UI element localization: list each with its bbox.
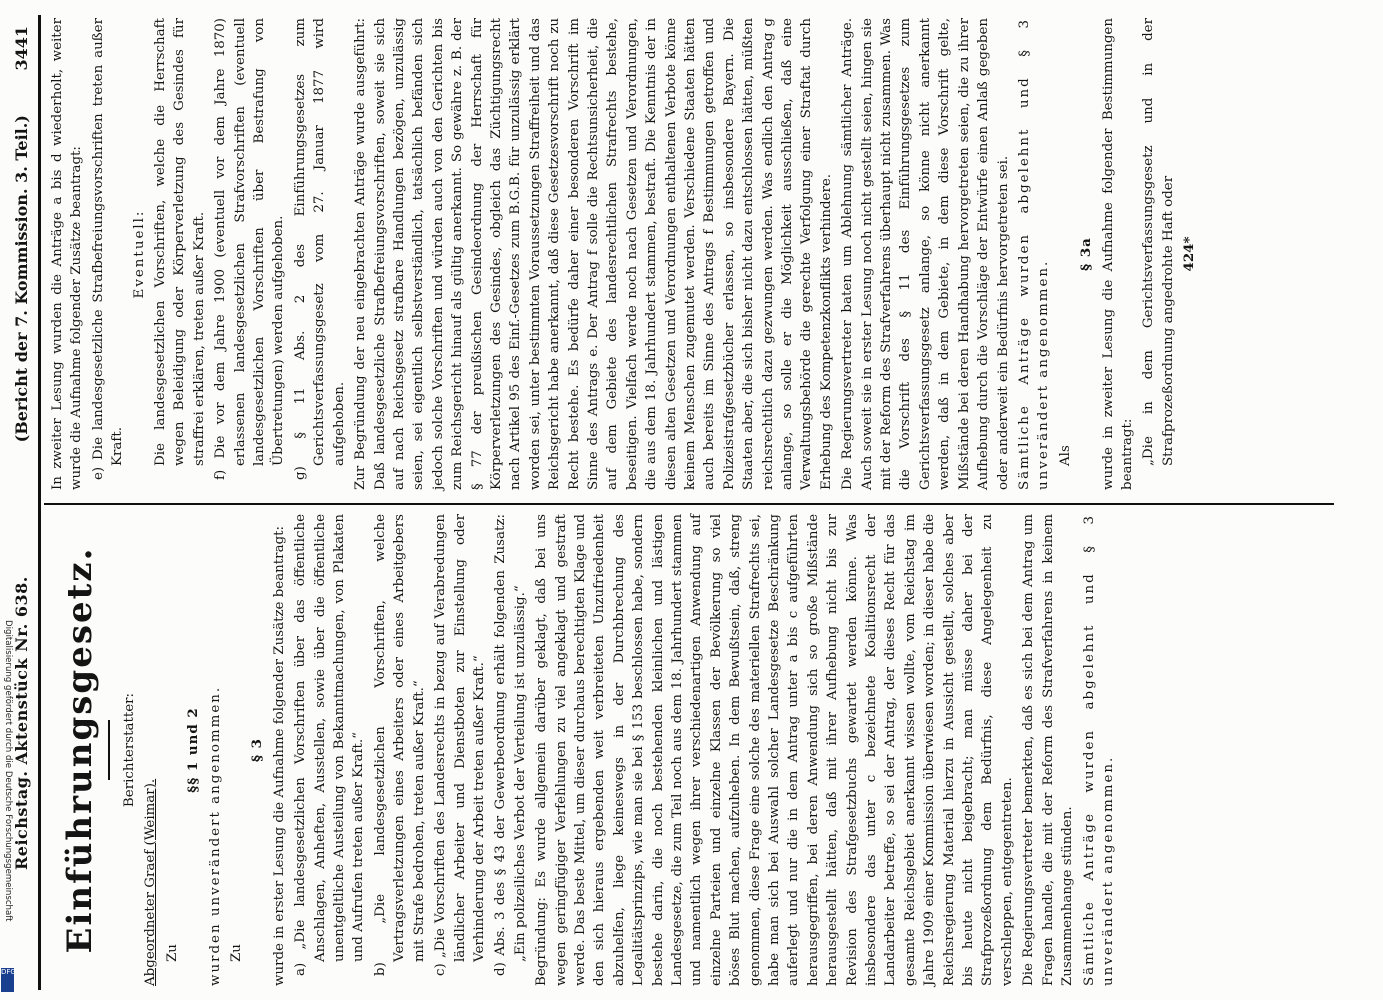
als-label: Als xyxy=(1057,445,1073,466)
result2-text: Sämtliche Anträge wurden abgelehnt und § 3 unverändert angenommen. xyxy=(1016,18,1052,490)
reasoning2-text: Zur Begründung der neu eingebrachten Anträge wurde ausgeführt: Daß landesgesetzliche Strafbefreiungsvorschriften, soweit sie sich auf nach Reichsgesetz strafbare Handlungen bezögen, unzulässig seien, sei eigentlich selbstverständlich, tatsächlich befänden sich jedoch solche Vorschriften und würden auch von den Gerichten bis zum Reichsgericht hinauf als gültig anerkannt. So gewähre z. B. der § 77 der preußischen Gesindeordnung der Herrschaft für Körperverletzungen des Gesindes, obgleich das Züchtigungsrecht nach Artikel 95 des Einf.-Gesetzes zum B.G.B. für unzulässig erklärt worden sei, unter bestimmten Voraussetzungen Straffreiheit und das Reichsgericht habe anerkannt, daß diese Gesetzesvorschrift noch zu Recht bestehe. Es bedürfe daher einer besonderen Vorschrift im Sinne des Antrags e. Der Antrag f solle die Rechtsunsicherheit, die auf dem Gebiete des landesrechtlichen Strafrechts bestehe, beseitigen. Vielfach werde noch nach Gesetzen und Verordnungen, die aus dem 18. Jahrhundert stammen, bestraft. Die Kenntnis der in diesen alten Gesetzen und Verordnungen enthaltenen Verbote könne keinem Menschen zugemutet werden. Verschiedene Staaten hätten auch bereits im Sinne des Antrags f Bestimmungen getroffen und Polizeistrafgesetzbücher erlassen, so insbesondere Bayern. Die Staaten aber, die sich bisher nicht dazu entschlossen hätten, müßten reichsrechtlich dazu gezwungen werden. Was endlich den Antrag g anlange, so solle er die Möglichkeit ausschließen, daß eine Verwaltungsbehörde die gerechte Verfolgung einer Straftat durch Erhebung des Kompetenzkonflikts verhindere. xyxy=(353,18,834,490)
zu-label-2: Zu xyxy=(229,944,245,962)
right-column xyxy=(48,18,1202,490)
dfg-logo-text: DFG xyxy=(1,968,16,976)
header-bracket: (Bericht der 7. Kommission. 3. Teil.) xyxy=(12,115,31,443)
left-column xyxy=(48,514,1120,986)
rapporteur: Abgeordneter Graef (Weimar). xyxy=(143,778,159,986)
second-reading-text: In zweiter Lesung wurden die Anträge a bis d wiederholt, weiter wurde die Aufnahme folgender Zusätze beantragt: xyxy=(50,18,85,490)
header-left: Reichstag. Aktenstück Nr. 638. xyxy=(12,576,31,870)
signature-mark: 424* xyxy=(1181,236,1198,272)
item-f: f) Die vor dem Jahre 1900 (eventuell vor dem Jahre 1870) erlassenen landesgesetzlichen Strafvorschriften (eventuell landesgesetzlichen Vorschriften über Bestrafung von Übertretungen) werden aufgehoben. xyxy=(213,18,287,480)
para-1-2-heading: §§ 1 und 2 xyxy=(185,707,202,793)
para-3a-heading: § 3a xyxy=(1078,237,1095,271)
header-rule xyxy=(38,15,41,990)
item-3a: „Die in dem Gerichtsverfassungsgesetz und in der Strafprozeßordnung angedrohte Haft oder xyxy=(1141,18,1176,466)
accepted-line: wurden unverändert angenommen. xyxy=(207,685,223,986)
digitization-note xyxy=(1,0,15,1000)
item-b: b) „Die landesgesetzlichen Vorschriften, welche Vertragsverletzungen eines Arbeiters oder eines Arbeitgebers mit Strafe bedrohen, treten außer Kraft.“ xyxy=(372,514,427,976)
eventuell-text: Die landesgesetzlichen Vorschriften, welche die Herrschaft wegen Beleidigung oder Körperverletzung des Gesindes für straffrei erklären, treten außer Kraft. xyxy=(153,18,207,466)
column-separator xyxy=(44,503,1334,505)
item-e: e) Die landesgesetzliche Strafbefreiungsvorschriften treten außer Kraft. xyxy=(90,18,126,480)
government-text: Die Regierungsvertreter bemerkten, daß es sich bei dem Antrag um Fragen handle, die mit der Reform des Strafverfahrens in keinem Zusammenhange stünden. xyxy=(1021,514,1076,986)
zu-label: Zu xyxy=(164,944,180,962)
rapporteur-label: Berichterstatter: xyxy=(122,692,137,808)
item-d: d) Abs. 3 des § 43 der Gewerbeordnung erhält folgenden Zusatz: „Ein polizeiliches Verbot der Verteilung ist unzulässig.“ xyxy=(493,514,528,976)
title-rule xyxy=(108,720,110,780)
para-3-heading: § 3 xyxy=(249,738,266,762)
digitization-note-text: Digitalisierung gefördert durch die Deutsche Forschungsgemeinschaft xyxy=(3,620,13,922)
first-reading-text: wurde in erster Lesung die Aufnahme folgender Zusätze beantragt: xyxy=(271,525,287,986)
reasoning-text: Begründung: Es wurde allgemein darüber geklagt, daß bei uns wegen geringfügiger Verfehlungen zu viel angeklagt und gestraft werde. Das beste Mittel, um dieser durchaus berechtigten Klage und den sich hieraus ergebenden weit verbreiteten Unzufriedenheit abzuhelfen, liege keineswegs in der Durchbrechung des Legalitätsprinzips, wie man sie bei § 153 beschlossen habe, sondern bestehe darin, die noch bestehenden kleinlichen und lästigen Landesgesetze, die zum Teil noch aus dem 18. Jahrhundert stammen und namentlich wegen ihrer verschiedenartigen Anwendung auf einzelne Parteien und einzelne Klassen der Bevölkerung so viel böses Blut machen, aufzuheben. In dem Bewußtsein, daß, streng genommen, diese Frage eine solche des materiellen Strafrechts sei, habe man sich bei Auswahl solcher Landesgesetze Beschränkung auferlegt und nur die in dem Antrag unter a bis c aufgeführten herausgegriffen, bei deren Anwendung sich so große Mißstände herausgestellt hätten, daß mit ihrer Aufhebung nicht bis zur Revision des Strafgesetzbuchs gewartet werden könne. Was insbesondere das unter c bezeichnete Koalitionsrecht der Landarbeiter betreffe, so sei der Antrag, der dieses Recht für das gesamte Reichsgebiet anerkannt wissen wollte, vom Reichstag im Jahre 1909 einer Kommission überwiesen worden; in dieser habe die Reichsregierung Material hierzu in Aussicht gestellt, solches aber bis heute nicht beigebracht; man müsse daher bei der Strafprozeßordnung dem Bedürfnis, diese Angelegenheit zu verschleppen, entgegentreten. xyxy=(534,514,1015,986)
item-g: g) § 11 Abs. 2 des Einführungsgesetzes zum Gerichtsverfassungsgesetz vom 27. Januar 1877 wird aufgehoben. xyxy=(292,18,347,480)
government2-text: Die Regierungsvertreter baten um Ablehnung sämtlicher Anträge. Auch soweit sie in erster Lesung noch nicht gestellt seien, hingen sie mit der Reform des Strafverfahrens überhaupt nicht zusammen. Was die Vorschrift des § 11 des Einführungsgesetzes zum Gerichtsverfassungsgesetz anlange, so könne nicht anerkannt werden, daß in dem Gebiete, in dem diese Vorschrift gelte, Mißstände bei deren Handhabung hervorgetreten seien, die zu ihrer Aufhebung durch die Vorschläge der Entwürfe einen Anlaß gegeben oder anderweit ein Bedürfnis hervorgetreten sei. xyxy=(840,18,1011,490)
eventuell-label: Eventuell: xyxy=(131,209,147,299)
second-reading-3a-text: wurde in zweiter Lesung die Aufnahme folgender Bestimmungen beantragt: xyxy=(1100,18,1135,490)
section-title: Einführungsgesetz. xyxy=(60,546,100,954)
item-c: c) „Die Vorschriften des Landesrechts in bezug auf Verabredungen ländlicher Arbeiter und Dienstboten zur Einstellung oder Verhinderung der Arbeit treten außer Kraft.“ xyxy=(433,514,487,976)
result-text: Sämtliche Anträge wurden abgelehnt und § 3 unverändert angenommen. xyxy=(1081,514,1116,986)
page-number: 3441 xyxy=(12,26,31,71)
item-a: a) „Die landesgesetzlichen Vorschriften über das öffentliche Anschlagen, Anheften, Ausstellen, sowie über die öffentliche unentgeltliche Austeilung von Bekanntmachungen, von Plakaten und Aufrufen treten außer Kraft.“ xyxy=(293,514,367,976)
dfg-logo xyxy=(1,968,14,992)
